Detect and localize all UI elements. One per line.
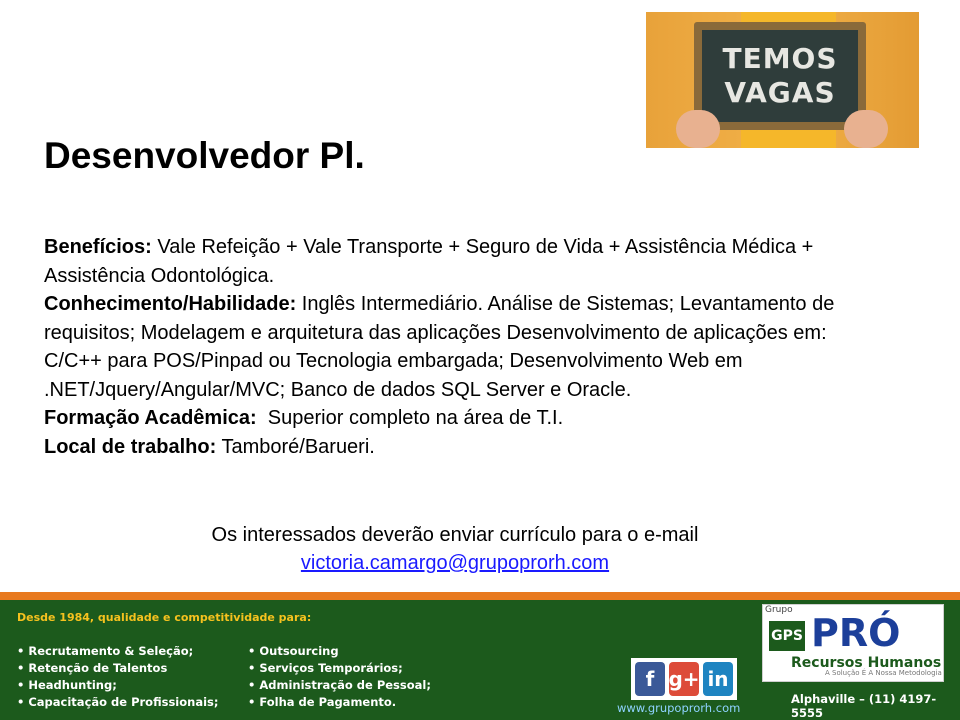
services-column-2 [248, 643, 431, 711]
google-plus-icon[interactable]: g+ [669, 662, 699, 696]
service-item: • Outsourcing [248, 644, 339, 658]
formacao-paragraph [44, 404, 884, 433]
local-paragraph [44, 433, 884, 462]
beneficios-label: Benefícios: [44, 236, 152, 258]
phone-number: Alphaville – (11) 4197-5555 [791, 692, 937, 720]
logo-slogan: A Solução É A Nossa Metodologia [825, 669, 942, 677]
beneficios-paragraph [44, 233, 884, 290]
chalkboard [694, 22, 866, 130]
logo-rh-text: Recursos Humanos [791, 655, 942, 671]
temos-vagas-image [646, 12, 919, 148]
email-link[interactable]: victoria.camargo@grupoprorh.com [300, 552, 610, 574]
footer-tagline: Desde 1984, qualidade e competitividade para: [17, 611, 312, 624]
website-link[interactable]: www.grupoprorh.com [617, 701, 741, 715]
service-item: • Retenção de Talentos [17, 661, 168, 675]
services-column-1 [17, 643, 218, 711]
service-item: • Recrutamento & Seleção; [17, 644, 194, 658]
conhecimento-label: Conhecimento/Habilidade: [44, 293, 297, 315]
contact-instructions: Os interessados deverão enviar currículo para o e-mail [211, 524, 699, 546]
chalkboard-slate [702, 30, 858, 122]
job-details [44, 233, 884, 461]
conhecimento-text: Inglês Intermediário. Análise de Sistemas; Levantamento de requisitos; Modelagem e arquitetura das aplicações Desenvolvimento de aplicações em: C/C++ para POS/Pinpad ou Tecnologia embargada; Desenvolvimento Web em .NET/Jquery/Angular/MVC; Banco de dados SQL Server e Oracle. [44, 293, 835, 401]
grupo-pro-logo [762, 604, 944, 682]
linkedin-icon[interactable]: in [703, 662, 733, 696]
beneficios-text: Vale Refeição + Vale Transporte + Seguro de Vida + Assistência Médica + Assistência Odontológica. [44, 236, 814, 287]
logo-mark-icon: GPS [769, 621, 805, 651]
formacao-label: Formação Acadêmica: [44, 407, 257, 429]
local-label: Local de trabalho: [44, 435, 217, 458]
formacao-text: Superior completo na área de T.I. [256, 407, 564, 429]
footer-stripe [0, 592, 960, 600]
job-title: Desenvolvedor Pl. [44, 135, 365, 176]
left-hand [676, 110, 720, 148]
contact-email-line [0, 552, 910, 575]
service-item: • Serviços Temporários; [248, 661, 403, 675]
service-item: • Folha de Pagamento. [248, 695, 397, 709]
service-item: • Administração de Pessoal; [248, 678, 431, 692]
footer [0, 600, 960, 720]
service-item: • Capacitação de Profissionais; [17, 695, 219, 709]
service-item: • Headhunting; [17, 678, 117, 692]
conhecimento-paragraph [44, 290, 884, 404]
logo-pro-text: PRÓ [811, 611, 901, 655]
logo-grupo-text: Grupo [765, 605, 793, 615]
sign-line-2: VAGAS [724, 76, 836, 109]
local-text: Tamboré/Barueri. [216, 435, 375, 458]
social-icons [631, 658, 737, 700]
facebook-icon[interactable]: f [635, 662, 665, 696]
sign-line-1: TEMOS [722, 42, 838, 75]
right-hand [844, 110, 888, 148]
